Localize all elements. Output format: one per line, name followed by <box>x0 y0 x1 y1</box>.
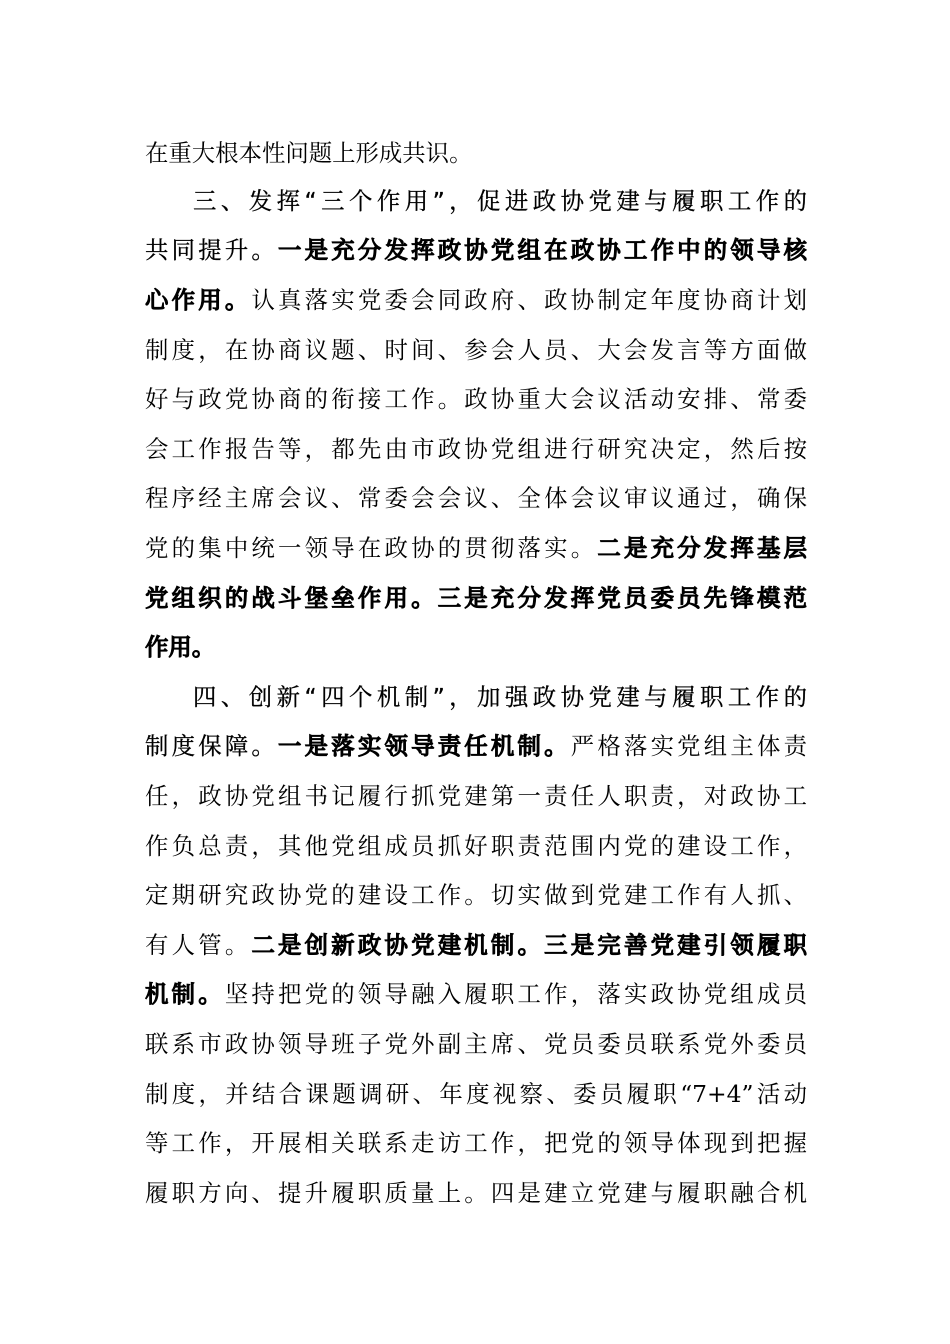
body-text: 任，政协党组书记履行抓党建第一责任人职责，对政协工 <box>145 782 807 810</box>
bold-emphasis-text: 二是充分发挥基层 <box>597 534 808 562</box>
body-text: 会工作报告等，都先由市政协党组进行研究决定，然后按 <box>145 435 807 463</box>
body-text: 程序经主席会议、常委会会议、全体会议审议通过，确保 <box>145 484 807 512</box>
bold-emphasis-text: 作用。 <box>145 633 216 661</box>
text-line <box>145 829 807 863</box>
section-heading-text: 三、发挥“三个作用”，促进政协党建与履职工作的 <box>193 187 807 215</box>
text-line <box>145 1176 807 1210</box>
text-line <box>145 136 807 170</box>
text-line <box>145 630 807 664</box>
text-line <box>145 283 807 317</box>
text-line <box>145 581 807 615</box>
body-text: 履职方向、提升履职质量上。四是建立党建与履职融合机 <box>145 1179 807 1207</box>
body-text: 制度，并结合课题调研、年度视察、委员履职“7+4”活动 <box>145 1080 807 1108</box>
bold-emphasis-text: 党组织的战斗堡垒作用。三是充分发挥党员委员先锋模范 <box>145 584 807 612</box>
text-line <box>145 333 807 367</box>
text-line <box>145 878 807 912</box>
bold-emphasis-text: 一是落实领导责任机制。 <box>278 732 571 760</box>
body-text: 制度，在协商议题、时间、参会人员、大会发言等方面做 <box>145 336 807 364</box>
bold-emphasis-text: 心作用。 <box>145 286 252 314</box>
body-text: 联系市政协领导班子党外副主席、党员委员联系党外委员 <box>145 1030 807 1058</box>
bold-emphasis-text: 一是充分发挥政协党组在政协工作中的领导核 <box>278 236 808 264</box>
body-text: 认真落实党委会同政府、政协制定年度协商计划 <box>251 286 808 314</box>
section-heading-text: 四、创新“四个机制”，加强政协党建与履职工作的 <box>193 683 807 711</box>
body-text: 好与政党协商的衔接工作。政协重大会议活动安排、常委 <box>145 385 807 413</box>
text-line <box>193 184 807 218</box>
bold-emphasis-text: 机制。 <box>145 980 225 1008</box>
text-line <box>145 977 807 1011</box>
text-line <box>145 481 807 515</box>
text-line <box>145 233 807 267</box>
section-heading-text: 共同提升。 <box>145 236 279 264</box>
body-text: 在重大根本性问题上形成共识。 <box>145 139 473 167</box>
body-text: 定期研究政协党的建设工作。切实做到党建工作有人抓、 <box>145 881 807 909</box>
text-line <box>145 531 807 565</box>
text-line <box>145 1126 807 1160</box>
bold-emphasis-text: 二是创新政协党建机制。三是完善党建引领履职 <box>251 931 808 959</box>
body-text: 有人管。 <box>145 931 252 959</box>
body-text: 党的集中统一领导在政协的贯彻落实。 <box>145 534 598 562</box>
body-text: 严格落实党组主体责 <box>570 732 808 760</box>
body-text: 等工作，开展相关联系走访工作，把党的领导体现到把握 <box>145 1129 807 1157</box>
text-line <box>145 382 807 416</box>
section-heading-text: 制度保障。 <box>145 732 279 760</box>
body-text: 作负总责，其他党组成员抓好职责范围内党的建设工作， <box>145 832 807 860</box>
text-line <box>145 779 807 813</box>
text-line <box>145 1077 807 1111</box>
text-line <box>145 729 807 763</box>
text-line <box>145 432 807 466</box>
text-line <box>193 680 807 714</box>
body-text: 坚持把党的领导融入履职工作，落实政协党组成员 <box>224 980 807 1008</box>
text-line <box>145 1027 807 1061</box>
text-line <box>145 928 807 962</box>
